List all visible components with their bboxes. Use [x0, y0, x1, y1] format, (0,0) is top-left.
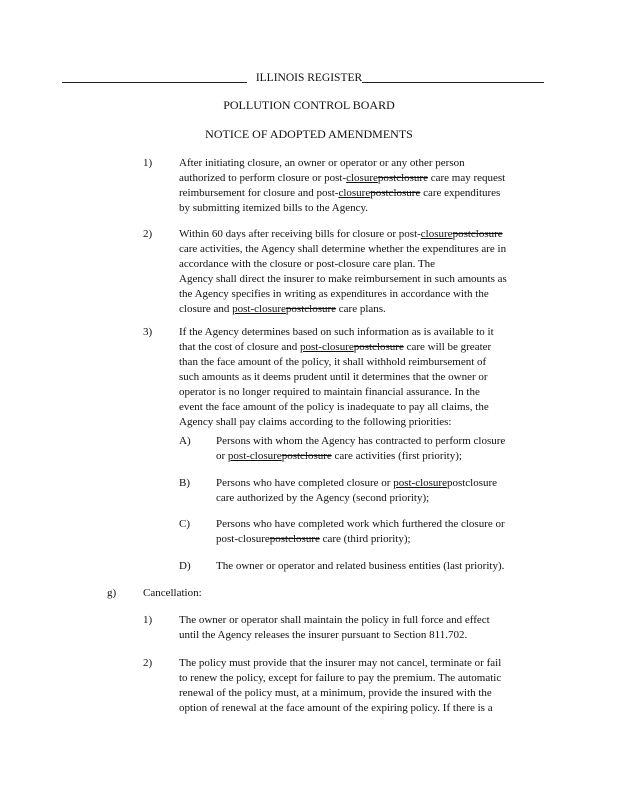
- deleted-text: postclosure: [281, 450, 332, 462]
- item-number: 3): [143, 326, 153, 338]
- deleted-text: postclosure: [285, 303, 337, 315]
- deleted-text: postclosure: [452, 228, 503, 240]
- item-number: 1): [143, 614, 153, 626]
- inserted-text: post-closure: [227, 450, 282, 462]
- inserted-text: closure: [420, 228, 453, 240]
- paragraph-2: [179, 227, 507, 317]
- text-line: The owner or operator and related business entities (last priority).: [216, 560, 505, 572]
- item-number: 2): [143, 657, 153, 669]
- register-title: ILLINOIS REGISTER: [255, 72, 363, 84]
- paragraph-1: [179, 156, 505, 216]
- text-line: renewal of the policy must, at a minimum, provide the insured with the: [179, 687, 492, 699]
- cancellation-heading: [143, 586, 202, 601]
- deleted-text: postclosure: [370, 187, 421, 199]
- text-line: Cancellation:: [143, 587, 202, 599]
- item-number: 1): [143, 157, 153, 169]
- notice-title: NOTICE OF ADOPTED AMENDMENTS: [205, 127, 413, 141]
- inserted-text: post-closure: [299, 341, 354, 353]
- text-line: Agency shall pay claims according to the following priorities:: [179, 416, 452, 428]
- text-line: operator is no longer required to maintain financial assurance. In the: [179, 386, 480, 398]
- deleted-text: postclosure: [377, 172, 428, 184]
- text-line: option of renewal at the face amount of the expiring policy. If there is a: [179, 702, 493, 714]
- text-line: care authorized by the Agency (second priority);: [216, 492, 430, 504]
- text-line: post-closurepostclosure care (third priority);: [216, 533, 411, 545]
- text-line: The policy must provide that the insurer may not cancel, terminate or fail: [179, 657, 502, 669]
- text-line: After initiating closure, an owner or operator or any other person: [179, 157, 465, 169]
- text-line: authorized to perform closure or post-closurepostclosure care may request: [179, 172, 506, 184]
- item-letter: C): [179, 518, 190, 530]
- text-line: Agency shall direct the insurer to make reimbursement in such amounts as: [179, 273, 507, 285]
- text-line: reimbursement for closure and post-closurepostclosure care expenditures: [179, 187, 501, 199]
- text-line: to renew the policy, except for failure to pay the premium. The automatic: [179, 672, 502, 684]
- deleted-text: postclosure: [269, 533, 320, 545]
- text-line: event the face amount of the policy is inadequate to pay all claims, the: [179, 401, 489, 413]
- text-line: accordance with the closure or post-closure care plan. The: [179, 258, 436, 270]
- text-line: Persons who have completed closure or post-closurepostclosure: [216, 477, 498, 489]
- text-line: or post-closurepostclosure care activities (first priority);: [216, 450, 462, 462]
- priority-a: [216, 434, 505, 464]
- text-line: that the cost of closure and post-closurepostclosure care will be greater: [179, 341, 492, 353]
- priority-b: [216, 476, 497, 506]
- board-title: POLLUTION CONTROL BOARD: [223, 98, 395, 112]
- text-line: The owner or operator shall maintain the policy in full force and effect: [179, 614, 490, 626]
- inserted-text: post-closure: [393, 477, 447, 489]
- deleted-text: postclosure: [353, 341, 404, 353]
- inserted-text: closure: [346, 172, 378, 184]
- text-line: than the face amount of the policy, it shall withhold reimbursement of: [179, 356, 487, 368]
- text-line: Within 60 days after receiving bills for closure or post-closurepostclosure: [179, 228, 503, 240]
- text-line: the Agency specifies in writing as expenditures in accordance with the: [179, 288, 489, 300]
- inserted-text: closure: [338, 187, 371, 199]
- text-line: such amounts as it deems prudent until it determines that the owner or: [179, 371, 488, 383]
- text-line: closure and post-closurepostclosure care plans.: [179, 303, 386, 315]
- cancellation-paragraph-1: [179, 613, 490, 643]
- text-line: care activities, the Agency shall determine whether the expenditures are in: [179, 243, 507, 255]
- item-letter: B): [179, 477, 190, 489]
- text-line: by submitting itemized bills to the Agency.: [179, 202, 369, 214]
- section-letter: g): [107, 587, 117, 599]
- text-line: Persons with whom the Agency has contracted to perform closure: [216, 435, 506, 447]
- item-letter: A): [179, 435, 191, 447]
- priority-c: [216, 517, 505, 547]
- text-line: until the Agency releases the insurer pursuant to Section 811.702.: [179, 629, 468, 641]
- cancellation-paragraph-2: [179, 656, 501, 716]
- paragraph-3: [179, 325, 494, 430]
- inserted-text: post-closure: [232, 303, 286, 315]
- item-letter: D): [179, 560, 191, 572]
- item-number: 2): [143, 228, 153, 240]
- text-line: If the Agency determines based on such information as is available to it: [179, 326, 494, 338]
- text-line: Persons who have completed work which furthered the closure or: [216, 518, 505, 530]
- priority-d: [216, 559, 504, 574]
